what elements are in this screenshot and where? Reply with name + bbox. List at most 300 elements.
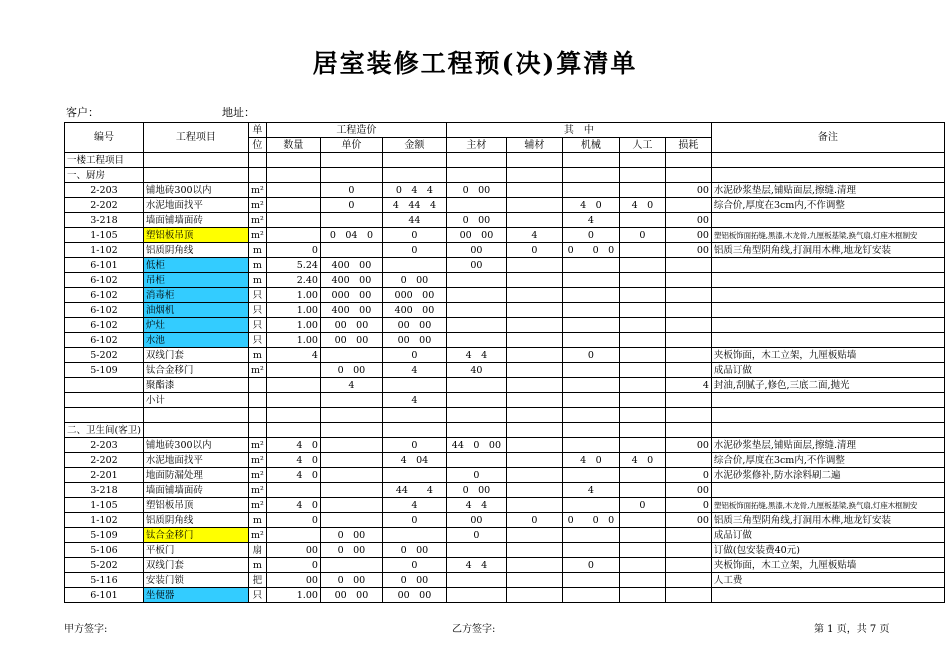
row-qty: 4 0 — [266, 468, 320, 483]
table-row — [65, 483, 945, 498]
row-main — [446, 303, 506, 318]
row-main: 4 4 — [446, 348, 506, 363]
empty-cell — [143, 168, 248, 183]
empty-cell — [506, 168, 562, 183]
row-price — [320, 498, 382, 513]
row-name: 小计 — [143, 393, 248, 408]
row-labor — [619, 363, 665, 378]
row-amount: 00 00 — [382, 333, 446, 348]
row-main: 00 00 — [446, 228, 506, 243]
row-note — [711, 483, 944, 498]
row-name: 低柜 — [143, 258, 248, 273]
header-aux: 辅材 — [506, 138, 562, 153]
row-main: 44 0 00 — [446, 438, 506, 453]
row-name: 双线门套 — [143, 558, 248, 573]
row-labor — [619, 483, 665, 498]
row-loss — [665, 258, 711, 273]
row-name: 消毒柜 — [143, 288, 248, 303]
row-name: 铝质阴角线 — [143, 513, 248, 528]
row-main — [446, 198, 506, 213]
table-row — [65, 228, 945, 243]
row-mach — [562, 378, 619, 393]
row-price: 0 00 — [320, 528, 382, 543]
table-row — [65, 213, 945, 228]
empty-cell — [266, 153, 320, 168]
section-row — [65, 423, 945, 438]
empty-cell — [506, 153, 562, 168]
header-loss: 损耗 — [665, 138, 711, 153]
row-main: 0 — [446, 528, 506, 543]
table-row — [65, 303, 945, 318]
row-loss: 00 — [665, 228, 711, 243]
row-note: 塑铝板饰面拓缝,黑漆,木龙骨,九厘板基梁,换气扇,灯座木框制安 — [711, 498, 944, 513]
row-loss — [665, 543, 711, 558]
empty-cell — [506, 408, 562, 423]
row-labor — [619, 573, 665, 588]
header-main: 主材 — [446, 138, 506, 153]
row-code: 2-203 — [65, 438, 144, 453]
row-mach: 0 — [562, 558, 619, 573]
row-qty — [266, 198, 320, 213]
empty-cell — [320, 153, 382, 168]
row-name: 平板门 — [143, 543, 248, 558]
empty-cell — [143, 408, 248, 423]
row-amount: 4 — [382, 498, 446, 513]
row-code: 3-218 — [65, 483, 144, 498]
row-labor — [619, 288, 665, 303]
row-mach — [562, 468, 619, 483]
row-main: 0 — [446, 468, 506, 483]
row-note: 塑铝板饰面拓缝,黑漆,木龙骨,九厘板基梁,换气扇,灯座木框制安 — [711, 228, 944, 243]
row-qty: 0 — [266, 513, 320, 528]
row-aux — [506, 468, 562, 483]
row-amount: 0 4 4 — [382, 183, 446, 198]
row-loss: 00 — [665, 438, 711, 453]
header-amount: 金额 — [382, 138, 446, 153]
row-code: 6-101 — [65, 588, 144, 603]
row-mach: 4 — [562, 483, 619, 498]
row-qty: 1.00 — [266, 588, 320, 603]
empty-cell — [266, 423, 320, 438]
row-labor — [619, 588, 665, 603]
row-amount: 0 00 — [382, 273, 446, 288]
table-row — [65, 528, 945, 543]
empty-cell — [562, 408, 619, 423]
row-amount: 44 4 — [382, 483, 446, 498]
row-code: 3-218 — [65, 213, 144, 228]
row-unit: m² — [248, 498, 266, 513]
row-note: 夹板饰面，木工立架，九厘板贴墙 — [711, 558, 944, 573]
row-mach: 0 0 0 — [562, 513, 619, 528]
row-note: 订做(包安装费40元) — [711, 543, 944, 558]
section-row — [65, 168, 945, 183]
empty-cell — [266, 168, 320, 183]
row-main: 4 4 — [446, 498, 506, 513]
row-unit: m² — [248, 183, 266, 198]
row-name: 吊柜 — [143, 273, 248, 288]
row-qty: 4 0 — [266, 438, 320, 453]
row-amount: 00 00 — [382, 588, 446, 603]
row-name: 油烟机 — [143, 303, 248, 318]
row-name: 铺地砖300以内 — [143, 438, 248, 453]
row-aux — [506, 483, 562, 498]
row-loss — [665, 273, 711, 288]
row-main: 4 4 — [446, 558, 506, 573]
row-price: 400 00 — [320, 258, 382, 273]
client-label: 客户： — [66, 106, 99, 119]
row-main — [446, 588, 506, 603]
table-row — [65, 453, 945, 468]
row-amount — [382, 378, 446, 393]
row-unit: m² — [248, 198, 266, 213]
row-code: 5-202 — [65, 558, 144, 573]
row-amount: 0 — [382, 513, 446, 528]
row-qty — [266, 183, 320, 198]
row-aux — [506, 558, 562, 573]
row-price: 0 04 0 — [320, 228, 382, 243]
row-code: 2-201 — [65, 468, 144, 483]
row-unit: m — [248, 558, 266, 573]
row-price: 00 00 — [320, 318, 382, 333]
row-qty: 1.00 — [266, 333, 320, 348]
row-note: 成品订做 — [711, 528, 944, 543]
row-name: 铺地砖300以内 — [143, 183, 248, 198]
row-note: 铝质三角型阴角线,打洞用木榫,地龙钉安装 — [711, 243, 944, 258]
empty-cell — [665, 153, 711, 168]
header-labor: 人工 — [619, 138, 665, 153]
row-mach — [562, 543, 619, 558]
row-name: 塑铝板吊顶 — [143, 498, 248, 513]
table-row — [65, 363, 945, 378]
row-unit: m² — [248, 468, 266, 483]
header-qty: 数量 — [266, 138, 320, 153]
row-labor — [619, 393, 665, 408]
empty-cell — [711, 168, 944, 183]
row-aux — [506, 588, 562, 603]
row-unit: 只 — [248, 588, 266, 603]
row-unit: 只 — [248, 288, 266, 303]
row-unit: m² — [248, 483, 266, 498]
table-row — [65, 408, 945, 423]
row-price — [320, 393, 382, 408]
row-name: 炉灶 — [143, 318, 248, 333]
row-mach — [562, 333, 619, 348]
row-mach — [562, 498, 619, 513]
empty-cell — [446, 408, 506, 423]
row-amount — [382, 468, 446, 483]
row-code: 2-203 — [65, 183, 144, 198]
row-code: 6-101 — [65, 258, 144, 273]
row-qty: 0 — [266, 243, 320, 258]
table-row — [65, 573, 945, 588]
table-row — [65, 243, 945, 258]
row-code: 5-116 — [65, 573, 144, 588]
row-qty — [266, 228, 320, 243]
row-note: 综合价,厚度在3cm内,不作调整 — [711, 453, 944, 468]
row-unit: 只 — [248, 333, 266, 348]
row-labor: 0 — [619, 498, 665, 513]
row-name: 墙面铺墙面砖 — [143, 213, 248, 228]
row-loss: 00 — [665, 183, 711, 198]
row-qty — [266, 213, 320, 228]
row-mach: 0 0 0 — [562, 243, 619, 258]
row-labor: 4 0 — [619, 453, 665, 468]
row-qty: 2.40 — [266, 273, 320, 288]
section-label: 一、厨房 — [65, 168, 144, 183]
row-price: 400 00 — [320, 273, 382, 288]
empty-cell — [711, 153, 944, 168]
row-loss: 0 — [665, 468, 711, 483]
row-labor — [619, 258, 665, 273]
row-name: 塑铝板吊顶 — [143, 228, 248, 243]
row-labor — [619, 318, 665, 333]
empty-cell — [248, 153, 266, 168]
row-aux — [506, 348, 562, 363]
table-body — [65, 153, 945, 603]
row-amount: 4 — [382, 363, 446, 378]
empty-cell — [711, 423, 944, 438]
row-name: 水泥地面找平 — [143, 453, 248, 468]
row-note — [711, 393, 944, 408]
empty-cell — [382, 408, 446, 423]
row-aux — [506, 258, 562, 273]
row-name: 地面防漏处理 — [143, 468, 248, 483]
row-mach — [562, 288, 619, 303]
row-price: 0 00 — [320, 543, 382, 558]
row-labor: 4 0 — [619, 198, 665, 213]
row-aux — [506, 393, 562, 408]
row-note: 成品订做 — [711, 363, 944, 378]
row-note — [711, 588, 944, 603]
row-unit: 把 — [248, 573, 266, 588]
row-loss: 00 — [665, 243, 711, 258]
empty-cell — [143, 423, 248, 438]
row-labor — [619, 333, 665, 348]
row-loss — [665, 558, 711, 573]
table-row — [65, 198, 945, 213]
row-note: 封油,刮腻子,修色,三底二面,抛光 — [711, 378, 944, 393]
row-price: 400 00 — [320, 303, 382, 318]
row-amount: 00 00 — [382, 318, 446, 333]
row-qty — [266, 483, 320, 498]
row-qty: 00 — [266, 543, 320, 558]
empty-cell — [619, 153, 665, 168]
row-main: 00 — [446, 243, 506, 258]
row-code: 6-102 — [65, 333, 144, 348]
empty-cell — [320, 423, 382, 438]
row-aux — [506, 183, 562, 198]
row-amount: 4 — [382, 393, 446, 408]
row-amount: 0 — [382, 438, 446, 453]
row-name: 双线门套 — [143, 348, 248, 363]
row-aux — [506, 318, 562, 333]
row-loss: 0 — [665, 498, 711, 513]
row-code: 2-202 — [65, 198, 144, 213]
row-qty: 00 — [266, 573, 320, 588]
row-mach — [562, 258, 619, 273]
row-main — [446, 573, 506, 588]
row-loss — [665, 393, 711, 408]
row-aux — [506, 498, 562, 513]
row-labor — [619, 273, 665, 288]
row-qty: 5.24 — [266, 258, 320, 273]
row-main — [446, 288, 506, 303]
empty-cell — [446, 423, 506, 438]
row-price — [320, 468, 382, 483]
row-aux — [506, 543, 562, 558]
row-name: 坐便器 — [143, 588, 248, 603]
row-amount: 000 00 — [382, 288, 446, 303]
row-mach — [562, 573, 619, 588]
row-main: 40 — [446, 363, 506, 378]
row-loss: 00 — [665, 483, 711, 498]
row-main: 00 — [446, 513, 506, 528]
row-price: 0 00 — [320, 363, 382, 378]
row-code: 1-102 — [65, 243, 144, 258]
row-note: 水泥砂浆垫层,铺贴面层,擦缝.清理 — [711, 183, 944, 198]
row-price — [320, 483, 382, 498]
row-main — [446, 333, 506, 348]
page-title: 居室装修工程预(决)算清单 — [312, 49, 638, 78]
empty-cell — [65, 408, 144, 423]
row-amount: 0 00 — [382, 573, 446, 588]
quote-table — [64, 122, 945, 603]
row-labor — [619, 378, 665, 393]
empty-cell — [619, 423, 665, 438]
row-mach: 4 — [562, 213, 619, 228]
header-mach: 机械 — [562, 138, 619, 153]
row-qty: 1.00 — [266, 303, 320, 318]
row-amount — [382, 258, 446, 273]
row-unit: m² — [248, 363, 266, 378]
row-mach: 0 — [562, 228, 619, 243]
empty-cell — [562, 168, 619, 183]
empty-cell — [562, 153, 619, 168]
header-note: 备注 — [711, 123, 944, 153]
row-main: 0 00 — [446, 183, 506, 198]
empty-cell — [562, 423, 619, 438]
row-unit — [248, 378, 266, 393]
header-unit-top: 单 — [248, 123, 266, 138]
row-main — [446, 453, 506, 468]
row-name: 钛合金移门 — [143, 528, 248, 543]
empty-cell — [446, 168, 506, 183]
row-note: 水泥砂浆修补,防水涂料刷二遍 — [711, 468, 944, 483]
row-loss — [665, 363, 711, 378]
row-qty — [266, 363, 320, 378]
row-name: 水池 — [143, 333, 248, 348]
row-name: 水泥地面找平 — [143, 198, 248, 213]
row-unit: m — [248, 273, 266, 288]
row-name: 铝质阴角线 — [143, 243, 248, 258]
row-aux — [506, 333, 562, 348]
row-mach: 4 0 — [562, 453, 619, 468]
row-labor: 0 — [619, 228, 665, 243]
row-qty — [266, 378, 320, 393]
row-code: 2-202 — [65, 453, 144, 468]
empty-cell — [143, 153, 248, 168]
row-price: 00 00 — [320, 588, 382, 603]
row-mach — [562, 438, 619, 453]
row-qty: 4 — [266, 348, 320, 363]
table-row — [65, 393, 945, 408]
row-main: 0 00 — [446, 483, 506, 498]
row-code — [65, 393, 144, 408]
table-row — [65, 513, 945, 528]
party-a-signature: 甲方签字: — [64, 624, 108, 635]
row-unit: 只 — [248, 303, 266, 318]
empty-cell — [711, 408, 944, 423]
row-amount: 4 44 4 — [382, 198, 446, 213]
row-aux — [506, 303, 562, 318]
row-price: 0 — [320, 198, 382, 213]
row-loss — [665, 288, 711, 303]
row-amount: 0 — [382, 348, 446, 363]
row-unit: 只 — [248, 318, 266, 333]
row-code: 6-102 — [65, 288, 144, 303]
empty-cell — [382, 423, 446, 438]
row-name: 墙面铺墙面砖 — [143, 483, 248, 498]
row-aux — [506, 363, 562, 378]
empty-cell — [619, 408, 665, 423]
row-labor — [619, 558, 665, 573]
row-code: 5-106 — [65, 543, 144, 558]
empty-cell — [382, 153, 446, 168]
section-row — [65, 153, 945, 168]
row-code: 6-102 — [65, 318, 144, 333]
row-name: 钛合金移门 — [143, 363, 248, 378]
header-item: 工程项目 — [143, 123, 248, 153]
row-main: 00 — [446, 258, 506, 273]
table-row — [65, 378, 945, 393]
empty-cell — [320, 408, 382, 423]
row-unit: m² — [248, 228, 266, 243]
row-labor — [619, 348, 665, 363]
row-name: 聚酯漆 — [143, 378, 248, 393]
table-row — [65, 468, 945, 483]
row-main — [446, 318, 506, 333]
row-loss: 00 — [665, 213, 711, 228]
section-label: 一楼工程项目 — [65, 153, 144, 168]
row-mach: 4 0 — [562, 198, 619, 213]
row-mach — [562, 303, 619, 318]
row-code: 1-102 — [65, 513, 144, 528]
row-labor — [619, 303, 665, 318]
row-loss — [665, 528, 711, 543]
row-note: 综合价,厚度在3cm内,不作调整 — [711, 198, 944, 213]
row-aux — [506, 573, 562, 588]
row-unit: m² — [248, 453, 266, 468]
row-price — [320, 243, 382, 258]
row-mach — [562, 588, 619, 603]
row-note — [711, 333, 944, 348]
row-price: 0 — [320, 183, 382, 198]
row-amount: 400 00 — [382, 303, 446, 318]
row-mach — [562, 318, 619, 333]
table-row — [65, 273, 945, 288]
row-amount: 44 — [382, 213, 446, 228]
row-aux — [506, 528, 562, 543]
row-main: 0 00 — [446, 213, 506, 228]
row-qty — [266, 528, 320, 543]
row-labor — [619, 243, 665, 258]
row-code: 5-202 — [65, 348, 144, 363]
row-price — [320, 558, 382, 573]
row-unit: m — [248, 258, 266, 273]
row-loss — [665, 303, 711, 318]
row-unit: 扇 — [248, 543, 266, 558]
table-row — [65, 498, 945, 513]
